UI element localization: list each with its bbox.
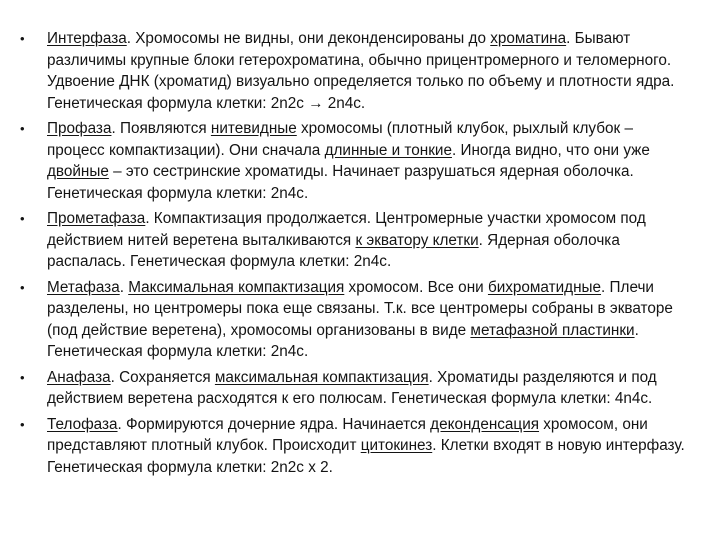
phase-title: Профаза [47, 120, 112, 137]
phase-text: . [119, 278, 129, 296]
phase-text: . Появляются [111, 120, 211, 137]
phase-text: хромосом, они представляют плотный клубок. Происходит [47, 415, 648, 454]
underlined-term: деконденсация [430, 415, 540, 433]
phase-title: Телофаза [47, 415, 118, 433]
underlined-term: максимальная компактизация [214, 368, 429, 386]
bullet-icon: • [20, 279, 25, 295]
phase-text: . Иногда видно, что они уже [451, 141, 650, 159]
underlined-term: метафазной пластинки [470, 321, 635, 339]
phase-item [0, 277, 720, 363]
bullet-icon: • [20, 369, 25, 385]
phase-text: . Сохраняется [110, 368, 215, 386]
phase-text: . Клетки входят в новую интерфазу. Генетическая формула клетки: 2n2c x 2. [47, 437, 685, 476]
phase-list [0, 28, 720, 482]
phase-title: Анафаза [47, 368, 111, 386]
phase-title: Интерфаза [47, 30, 127, 47]
bullet-icon: • [20, 121, 25, 136]
phase-item [0, 414, 720, 479]
bullet-icon: • [20, 211, 25, 226]
underlined-term: двойные [47, 163, 109, 180]
phase-item [0, 367, 720, 410]
underlined-term: нитевидные [210, 120, 297, 137]
phase-item [0, 28, 720, 114]
underlined-term: цитокинез [360, 437, 433, 454]
phase-title: Прометафаза [47, 210, 146, 227]
phase-text: . Генетическая формула клетки: 2n4c. [47, 321, 639, 360]
phase-title: Метафаза [47, 278, 120, 296]
bullet-icon: • [20, 31, 25, 46]
phase-text: . Плечи разделены, но центромеры пока еще связаны. Т.к. все центромеры собраны в экваторе (под действие веретена), хромосомы организованы в виде [47, 278, 673, 339]
underlined-term: Максимальная компактизация [128, 278, 345, 296]
bullet-icon: • [20, 416, 25, 432]
underlined-term: к экватору клетки [355, 231, 479, 249]
phase-text: хромосом. Все они [344, 278, 488, 296]
phase-text: . Компактизация продолжается. Центромерные участки хромосом под действием нитей веретена выталкиваются [47, 210, 646, 249]
phase-text: . Хроматиды разделяются и под действием веретена расходятся к его полюсам. Генетическая формула клетки: 4n4c. [47, 368, 657, 407]
underlined-term: бихроматидные [487, 278, 602, 296]
phase-text: . Ядерная оболочка распалась. Генетическая формула клетки: 2n4c. [47, 231, 620, 270]
underlined-term: хроматина [490, 30, 567, 47]
phase-item [0, 208, 720, 273]
phase-text: . Формируются дочерние ядра. Начинается [117, 415, 431, 433]
phase-item [0, 118, 720, 204]
phase-text: . Бывают различимы крупные блоки гетерохроматина, обычно прицентромерного и теломерного. Удвоение ДНК (хроматид) визуально определяется только по объему и плотности ядра. Генетическая формула клетки: 2n2c → 2n4c. [47, 30, 675, 112]
underlined-term: длинные и тонкие [324, 141, 452, 159]
phase-text: . Хромосомы не видны, они деконденсированы до [126, 30, 491, 47]
phase-text: – это сестринские хроматиды. Начинает разрушаться ядерная оболочка. Генетическая формула клетки: 2n4c. [47, 163, 634, 202]
phase-text: хромосомы (плотный клубок, рыхлый клубок – процесс компактизации). Они сначала [47, 120, 633, 159]
